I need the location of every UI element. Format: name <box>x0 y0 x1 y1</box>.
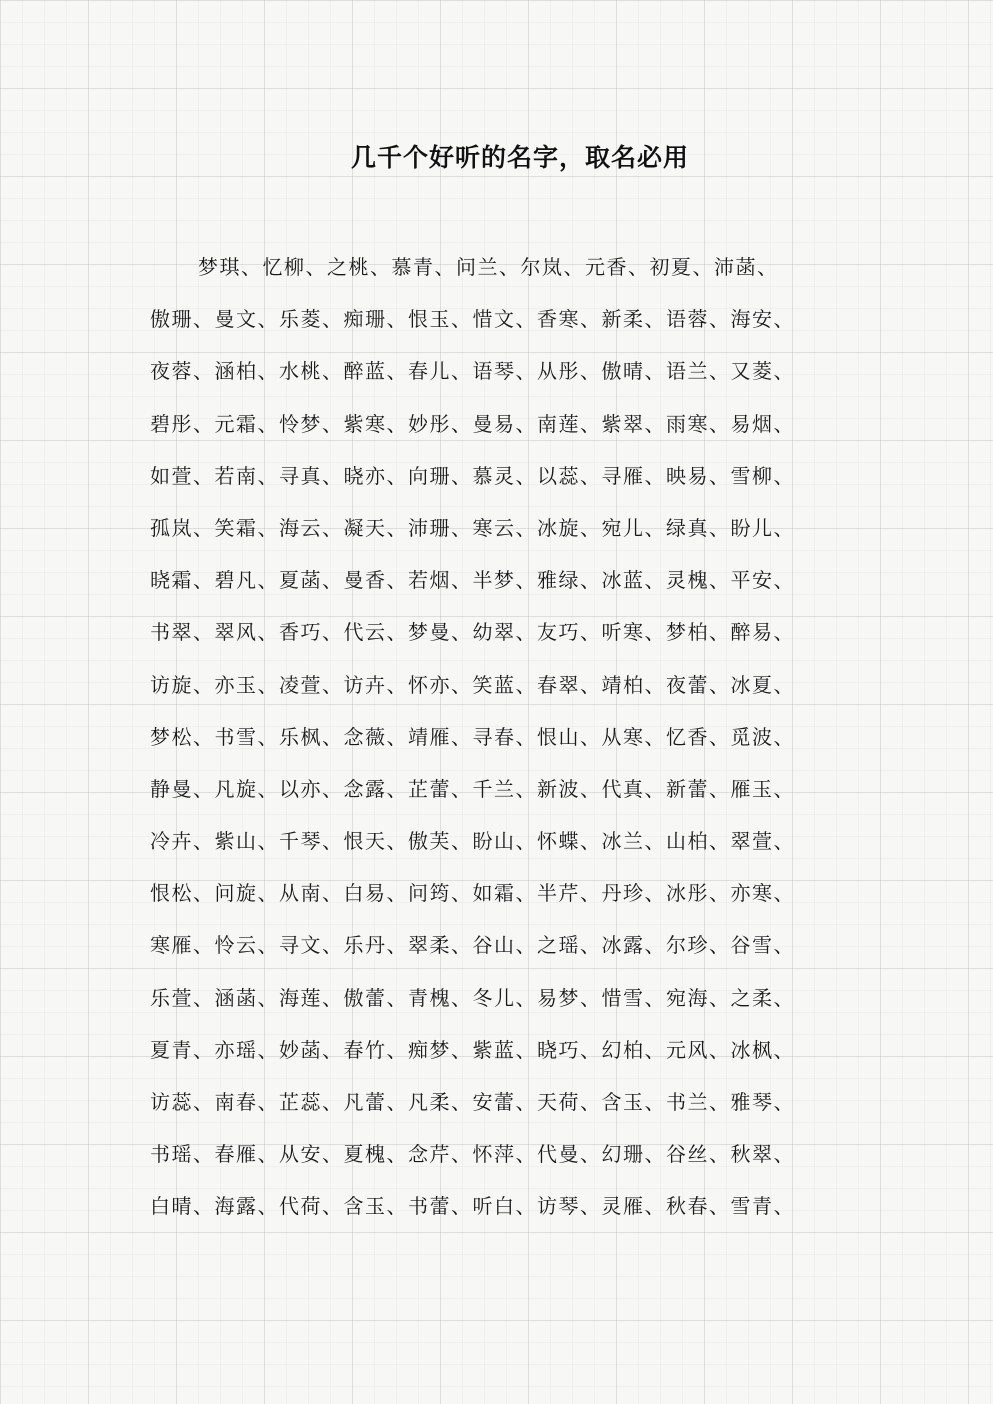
page-title: 几千个好听的名字，取名必用 <box>350 143 689 172</box>
text-line: 寒雁、怜云、寻文、乐丹、翠柔、谷山、之瑶、冰露、尔珍、谷雪、 <box>150 933 795 958</box>
text-line: 静曼、凡旋、以亦、念露、芷蕾、千兰、新波、代真、新蕾、雁玉、 <box>150 776 795 801</box>
text-line: 夜蓉、涵柏、水桃、醉蓝、春儿、语琴、从彤、傲晴、语兰、又菱、 <box>150 359 795 384</box>
text-line: 夏青、亦瑶、妙菡、春竹、痴梦、紫蓝、晓巧、幻柏、元风、冰枫、 <box>150 1037 795 1062</box>
text-line: 傲珊、曼文、乐菱、痴珊、恨玉、惜文、香寒、新柔、语蓉、海安、 <box>150 307 795 332</box>
text-line: 乐萱、涵菡、海莲、傲蕾、青槐、冬儿、易梦、惜雪、宛海、之柔、 <box>150 985 795 1010</box>
text-line: 孤岚、笑霜、海云、凝天、沛珊、寒云、冰旋、宛儿、绿真、盼儿、 <box>150 515 795 540</box>
text-line: 晓霜、碧凡、夏菡、曼香、若烟、半梦、雅绿、冰蓝、灵槐、平安、 <box>150 568 795 593</box>
text-line: 恨松、问旋、从南、白易、问筠、如霜、半芹、丹珍、冰彤、亦寒、 <box>150 881 795 906</box>
text-line: 梦琪、忆柳、之桃、慕青、问兰、尔岚、元香、初夏、沛菡、 <box>198 255 779 279</box>
text-line: 书瑶、春雁、从安、夏槐、念芹、怀萍、代曼、幻珊、谷丝、秋翠、 <box>150 1142 795 1167</box>
text-line: 冷卉、紫山、千琴、恨天、傲芙、盼山、怀蝶、冰兰、山柏、翠萱、 <box>150 829 795 854</box>
text-line: 梦松、书雪、乐枫、念薇、靖雁、寻春、恨山、从寒、忆香、觅波、 <box>150 724 795 749</box>
text-line: 访蕊、南春、芷蕊、凡蕾、凡柔、安蕾、天荷、含玉、书兰、雅琴、 <box>150 1090 795 1114</box>
text-line: 书翠、翠风、香巧、代云、梦曼、幼翠、友巧、听寒、梦柏、醉易、 <box>150 620 795 645</box>
text-line: 如萱、若南、寻真、晓亦、向珊、慕灵、以蕊、寻雁、映易、雪柳、 <box>150 463 795 488</box>
text-line: 碧彤、元霜、怜梦、紫寒、妙彤、曼易、南莲、紫翠、雨寒、易烟、 <box>150 411 795 436</box>
text-line: 访旋、亦玉、凌萱、访卉、怀亦、笑蓝、春翠、靖柏、夜蕾、冰夏、 <box>150 672 795 697</box>
names-paragraph <box>150 241 850 1233</box>
text-line: 白晴、海露、代荷、含玉、书蕾、听白、访琴、灵雁、秋春、雪青、 <box>150 1194 795 1219</box>
